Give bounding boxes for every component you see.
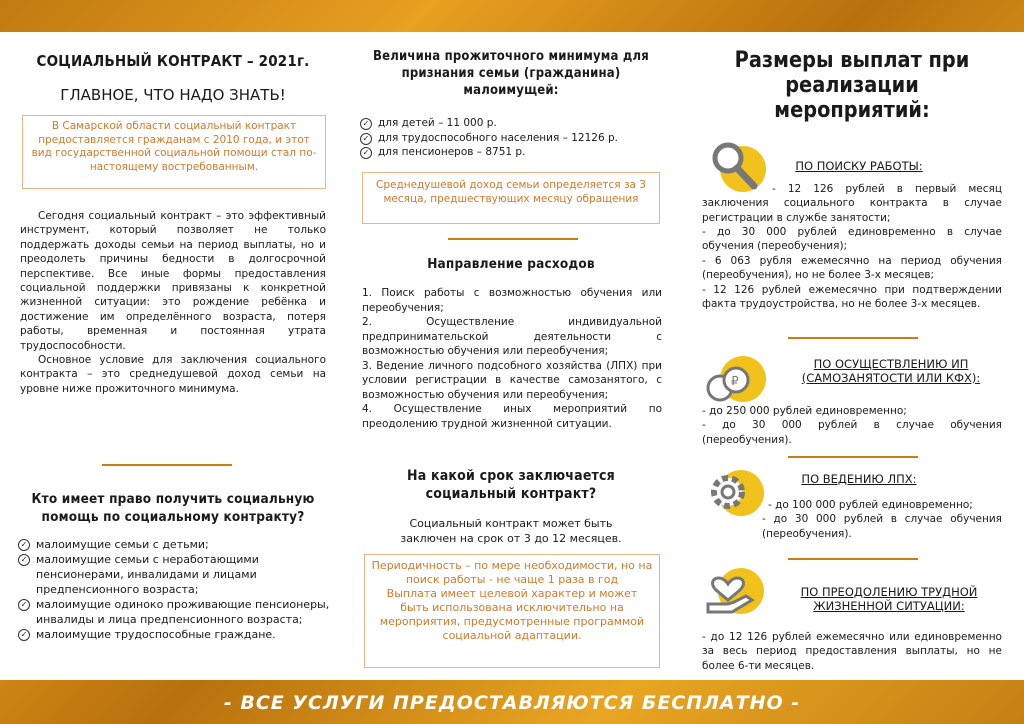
- payments-title: Размеры выплат при реализации мероприятий:: [734, 48, 970, 123]
- list-item: ✓ малоимущие одиноко проживающие пенсионеры, инвалиды и лица предпенсионного возраста;: [18, 597, 330, 627]
- main-title: СОЦИАЛЬНЫЙ КОНТРАКТ – 2021г.: [36, 52, 310, 70]
- target-text: Выплата имеет целевой характер и может быть использована исключительно на мероприятия, предусмотренные программой социальной адаптации.: [379, 587, 645, 642]
- intro-paragraph-1: Сегодня социальный контракт – это эффективный инструмент, который позволяет не только поддержать доходы семьи на период выплаты, но и преодолеть причины бедности в долгосрочной перспективе. Все иные формы предоставления социальной поддержки привязаны к конкретной жизненной ситуации: это рождение ребёнка и достижение им определённого возраста, потеря работы, временная и постоянная утрата трудоспособности.: [20, 210, 326, 352]
- intro-paragraph-2: Основное условие для заключения социального контракта – это среднедушевой доход семьи на уровне ниже прожиточного минимума.: [20, 354, 326, 395]
- section-situation-heading: ПО ПРЕОДОЛЕНИЮ ТРУДНОЙ ЖИЗНЕННОЙ СИТУАЦИИ:: [800, 585, 978, 613]
- column-middle: [352, 32, 670, 680]
- main-subtitle: ГЛАВНОЕ, ЧТО НАДО ЗНАТЬ!: [60, 86, 286, 104]
- list-item: ✓ для детей – 11 000 р.: [360, 116, 660, 131]
- minimum-list: [360, 116, 660, 160]
- list-item: 3. Ведение личного подсобного хозяйства (ЛПХ) при условии регистрации в качестве самозанятого, с возможностью обучения или переобучения;: [362, 359, 662, 401]
- coins-icon: [702, 350, 766, 406]
- who-list: [18, 537, 330, 642]
- section-ip-lines: - до 250 000 рублей единовременно; - до 30 000 рублей в случае обучения (переобучения).: [702, 405, 1002, 446]
- section-lph-heading: ПО ВЕДЕНИЮ ЛПХ:: [801, 472, 917, 486]
- footer-banner: - ВСЕ УСЛУГИ ПРЕДОСТАВЛЯЮТСЯ БЕСПЛАТНО -: [223, 692, 801, 714]
- list-item: 4. Осуществление иных мероприятий по преодолению трудной жизненной ситуации.: [362, 403, 662, 430]
- section-situation-line: - до 12 126 рублей ежемесячно или единовременно за весь период предоставления выплаты, но не более 6-ти месяцев.: [702, 631, 1002, 672]
- divider-col1: [102, 464, 232, 466]
- svg-text:₽: ₽: [731, 374, 739, 388]
- directions-list: [362, 286, 662, 431]
- income-box: Среднедушевой доход семьи определяется за 3 месяца, предшествующих месяцу обращения: [362, 172, 660, 224]
- check-icon: ✓: [360, 147, 372, 159]
- column-left: [14, 32, 332, 680]
- check-icon: ✓: [18, 554, 30, 566]
- divider-col3-c: [788, 558, 918, 560]
- term-title: На какой срок заключается социальный контракт?: [407, 468, 615, 502]
- check-icon: ✓: [360, 118, 372, 130]
- list-item: ✓ для пенсионеров – 8751 р.: [360, 145, 660, 160]
- check-icon: ✓: [18, 539, 30, 551]
- brochure-page: [0, 32, 1024, 680]
- minimum-title: Величина прожиточного минимума для признания семьи (гражданина) малоимущей:: [373, 49, 649, 98]
- check-icon: ✓: [18, 599, 30, 611]
- section-ip-heading: ПО ОСУЩЕСТВЛЕНИЮ ИП (САМОЗАНЯТОСТИ ИЛИ КФХ):: [801, 357, 981, 385]
- intro-box: В Самарской области социальный контракт предоставляется гражданам с 2010 года, и этот вид государственной социальной помощи стал по-настоящему востребованным.: [22, 115, 326, 189]
- check-icon: ✓: [18, 629, 30, 641]
- who-title: Кто имеет право получить социальную помощь по социальному контракту?: [31, 491, 315, 525]
- period-box: [364, 554, 660, 668]
- heart-hand-icon: [702, 560, 766, 616]
- section-job-lines: - до 30 000 рублей единовременно в случае обучения (переобучения); - 6 063 рубля ежемесячно на период обучения (переобучения), но не более 3-х месяцев; - 12 126 рублей ежемесячно при подтверждении факта трудоустройства, но не более 3-х месяцев.: [702, 226, 1002, 311]
- list-item: ✓ малоимущие семьи с детьми;: [18, 537, 330, 552]
- period-text: Периодичность – по мере необходимости, но на поиск работы - не чаще 1 раза в год: [371, 559, 653, 586]
- term-text: Социальный контракт может быть заключен на срок от 3 до 12 месяцев.: [400, 517, 622, 545]
- divider-col3-b: [788, 456, 918, 458]
- list-item: ✓ для трудоспособного населения – 12126 р.: [360, 131, 660, 146]
- list-item: ✓ малоимущие семьи с неработающими пенсионерами, инвалидами и лицами предпенсионного возраста;: [18, 552, 330, 597]
- check-icon: ✓: [360, 133, 372, 145]
- list-item: 2. Осуществление индивидуальной предпринимательской деятельности с возможностью обучения или переобучения;: [362, 316, 662, 357]
- list-item: 1. Поиск работы с возможностью обучения или переобучения;: [362, 287, 662, 314]
- directions-title: Направление расходов: [427, 256, 595, 272]
- divider-col2-a: [448, 238, 578, 240]
- section-job-heading: ПО ПОИСКУ РАБОТЫ:: [795, 159, 923, 173]
- section-job-line-1: - 12 126 рублей в первый месяц заключения социального контракта в случае регистрации в службе занятости;: [702, 183, 1002, 224]
- section-lph-lines: - до 100 000 рублей единовременно; - до 30 000 рублей в случае обучения (переобучения).: [762, 499, 1002, 540]
- list-item: ✓ малоимущие трудоспособные граждане.: [18, 627, 330, 642]
- column-right: [694, 32, 1010, 680]
- divider-col3-a: [788, 337, 918, 339]
